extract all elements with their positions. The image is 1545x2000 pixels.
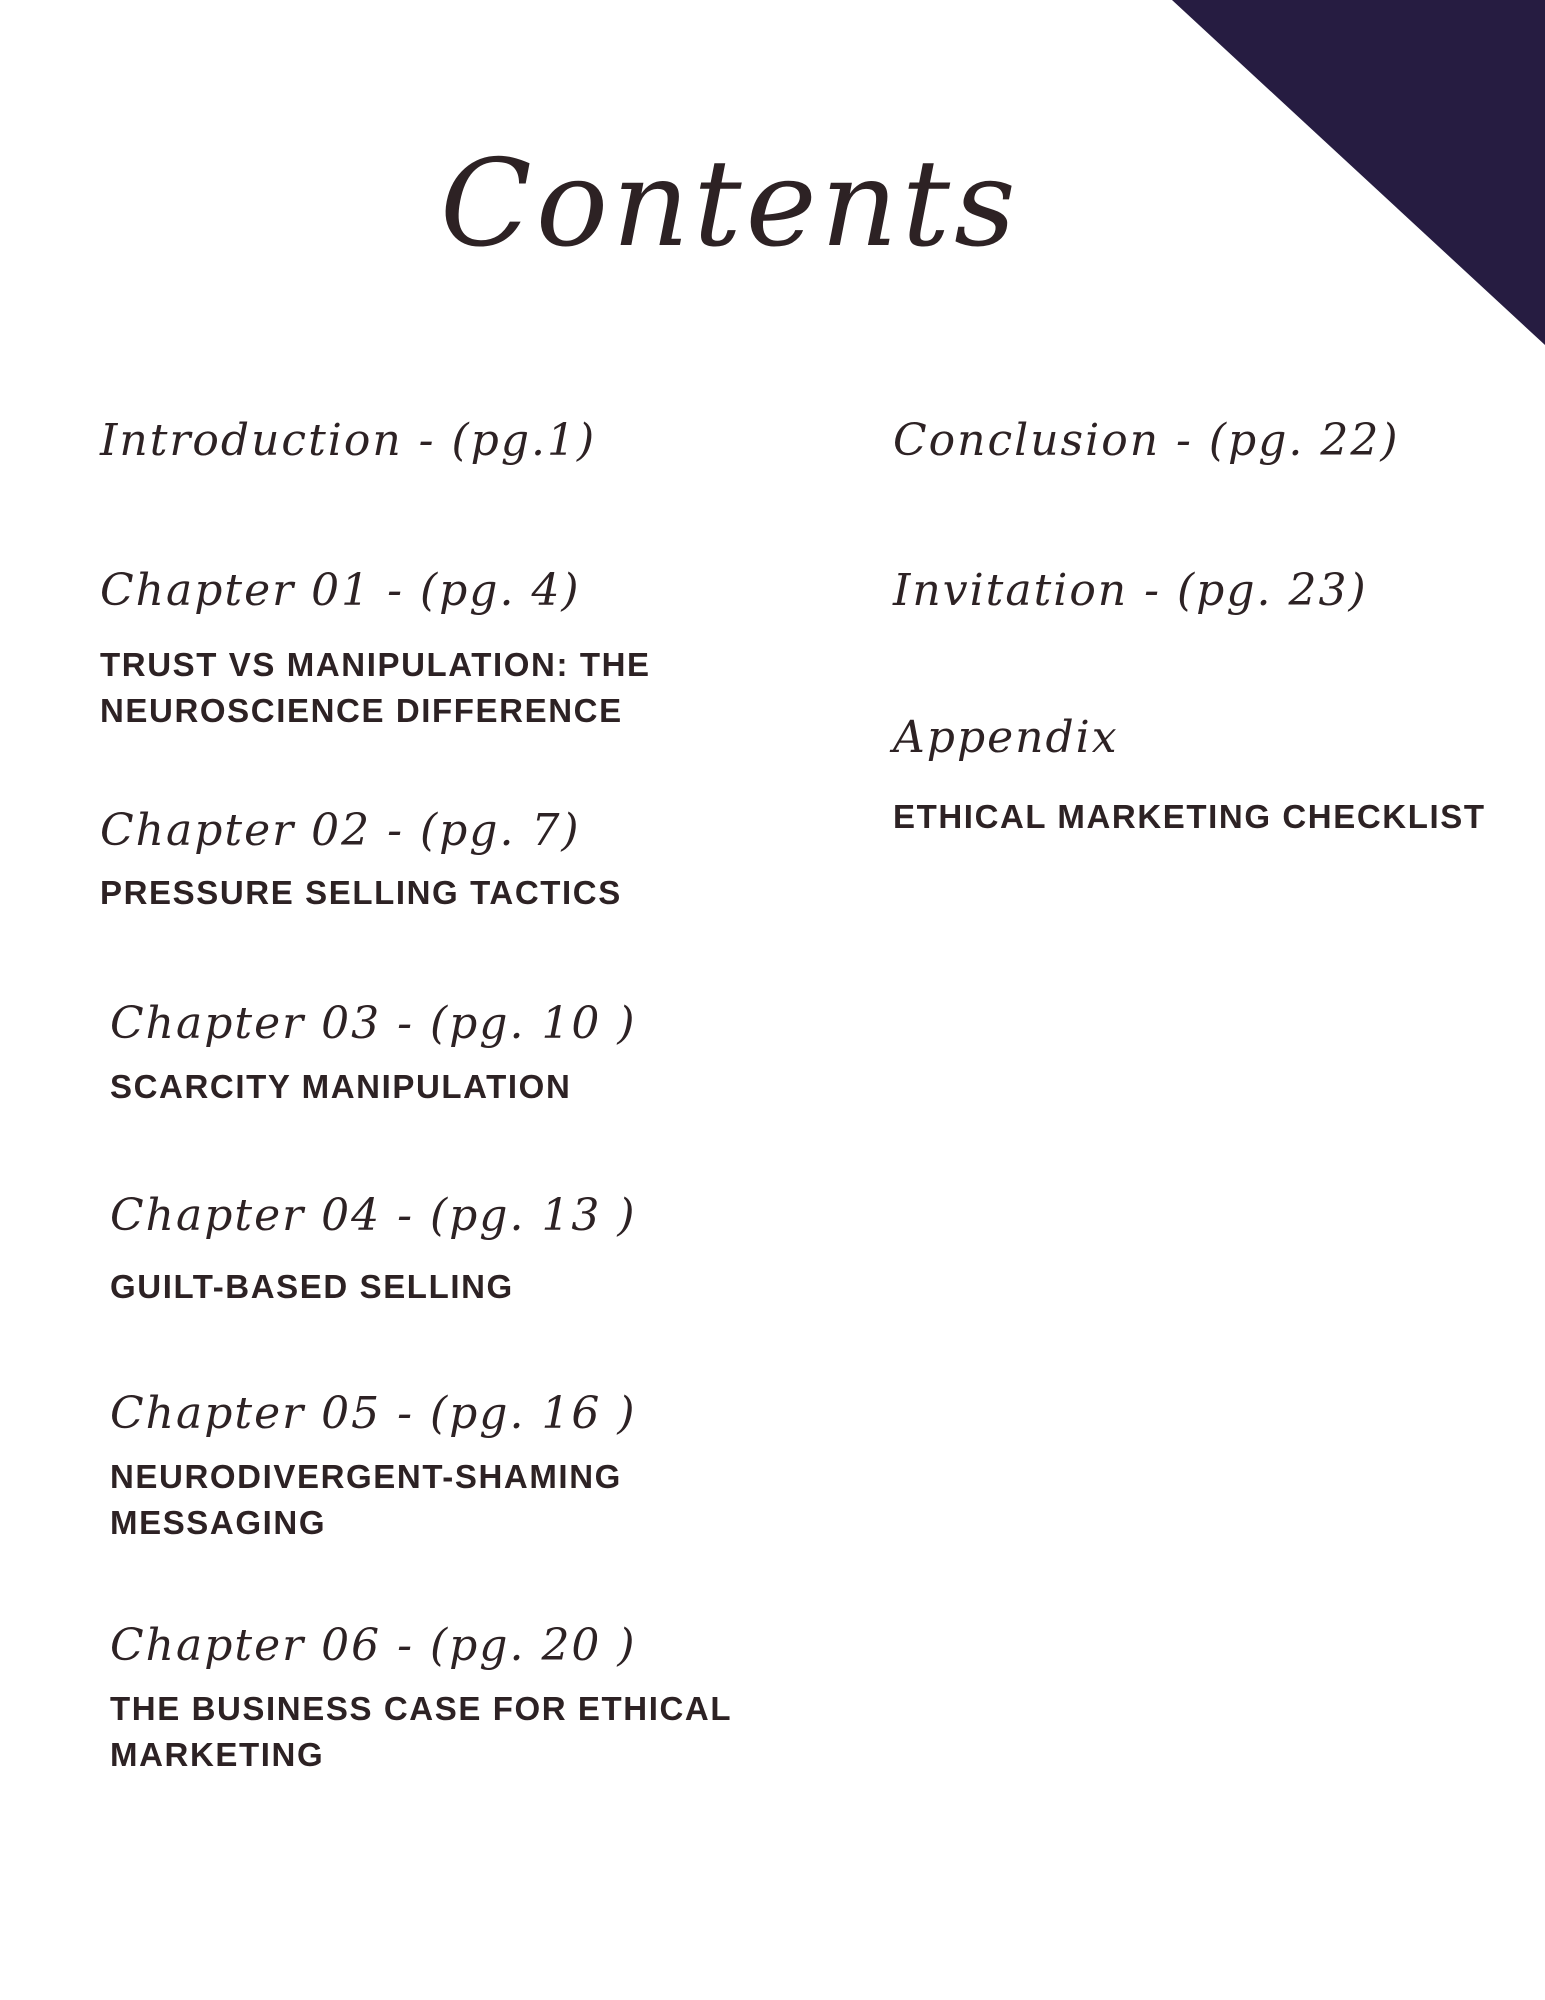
toc-appendix-title: ETHICAL MARKETING CHECKLIST [893, 798, 1486, 835]
toc-conclusion: Conclusion - (pg. 22) [893, 415, 1400, 466]
toc-chapter-05-title: NEURODIVERGENT-SHAMING MESSAGING [110, 1458, 622, 1541]
toc-chapter-06-title: THE BUSINESS CASE FOR ETHICAL MARKETING [110, 1690, 732, 1773]
toc-chapter-04-title: GUILT-BASED SELLING [110, 1268, 514, 1305]
toc-chapter-06: Chapter 06 - (pg. 20 ) [110, 1620, 637, 1671]
toc-chapter-02: Chapter 02 - (pg. 7) [100, 805, 581, 856]
toc-chapter-01: Chapter 01 - (pg. 4) [100, 565, 581, 616]
toc-chapter-04: Chapter 04 - (pg. 13 ) [110, 1190, 637, 1241]
toc-appendix: Appendix [893, 712, 1119, 763]
corner-accent-triangle [1172, 0, 1545, 345]
toc-chapter-03-title: SCARCITY MANIPULATION [110, 1068, 572, 1105]
toc-chapter-05: Chapter 05 - (pg. 16 ) [110, 1388, 637, 1439]
toc-chapter-01-title: TRUST VS MANIPULATION: THE NEUROSCIENCE DIFFERENCE [100, 646, 651, 729]
toc-chapter-02-title: PRESSURE SELLING TACTICS [100, 874, 622, 911]
toc-chapter-03: Chapter 03 - (pg. 10 ) [110, 998, 637, 1049]
toc-introduction: Introduction - (pg.1) [100, 415, 597, 466]
toc-invitation: Invitation - (pg. 23) [893, 565, 1368, 616]
page-title: Contents [440, 135, 1020, 274]
